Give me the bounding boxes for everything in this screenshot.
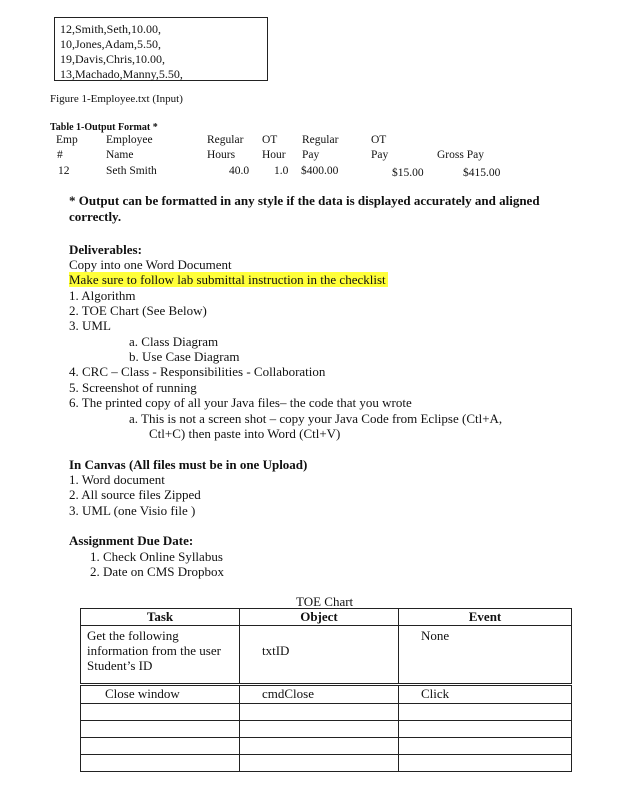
empty-cell — [399, 755, 572, 772]
input-file-box — [54, 17, 268, 81]
deliverables-heading: Deliverables: — [69, 242, 142, 257]
empty-cell — [240, 721, 399, 738]
empty-cell — [81, 721, 240, 738]
toe-header-event: Event — [399, 609, 572, 626]
list-item: 2. TOE Chart (See Below) — [69, 303, 207, 318]
table1-cell: 12 — [58, 165, 70, 177]
list-item: 1. Check Online Syllabus — [90, 549, 223, 564]
toe-chart-title: TOE Chart — [296, 594, 354, 609]
input-line: 12,Smith,Seth,10.00, — [60, 22, 162, 36]
empty-cell — [399, 704, 572, 721]
toe-header-object: Object — [240, 609, 399, 626]
table-row — [81, 704, 572, 721]
table1-header: Regular — [207, 134, 244, 146]
list-item: 6. The printed copy of all your Java files– the code that you wrote — [69, 395, 412, 410]
table1-header: # — [57, 149, 63, 161]
toe-chart-table — [80, 608, 572, 772]
list-item: 1. Algorithm — [69, 288, 136, 303]
table1-cell: 40.0 — [229, 165, 250, 177]
deliverables-line: Copy into one Word Document — [69, 257, 232, 272]
table1-header: Name — [106, 149, 134, 161]
list-item: 3. UML — [69, 318, 111, 333]
toe-event-cell: Click — [399, 685, 572, 704]
empty-cell — [81, 738, 240, 755]
empty-cell — [240, 738, 399, 755]
empty-cell — [81, 755, 240, 772]
toe-header-task: Task — [81, 609, 240, 626]
format-note: * Output can be formatted in any style if the data is displayed accurately and aligned correctly. — [69, 193, 540, 224]
canvas-heading: In Canvas (All files must be in one Upload) — [69, 457, 308, 472]
empty-cell — [240, 704, 399, 721]
table1-cell: Seth Smith — [106, 165, 157, 177]
figure-caption: Figure 1-Employee.txt (Input) — [50, 93, 183, 105]
list-subitem: a. This is not a screen shot – copy your Java Code from Eclipse (Ctl+A, — [129, 411, 503, 426]
toe-task-cell: Close window — [81, 685, 240, 704]
table1-cell: 1.0 — [274, 165, 289, 177]
list-item: 2. Date on CMS Dropbox — [90, 564, 224, 579]
table1-header: Gross Pay — [437, 149, 484, 161]
list-item: 5. Screenshot of running — [69, 380, 197, 395]
table-row — [81, 626, 572, 685]
table1-header: Emp — [56, 134, 78, 146]
list-item: 2. All source files Zipped — [69, 487, 201, 502]
input-line: 13,Machado,Manny,5.50, — [60, 67, 183, 81]
highlighted-instruction: Make sure to follow lab submittal instruction in the checklist — [69, 272, 386, 287]
table1-cell: $400.00 — [301, 165, 339, 177]
empty-cell — [240, 755, 399, 772]
toe-event-cell: None — [399, 626, 572, 685]
toe-object-cell: cmdClose — [240, 685, 399, 704]
due-date-heading: Assignment Due Date: — [69, 533, 194, 548]
list-subitem: a. Class Diagram — [129, 334, 219, 349]
table-row — [81, 685, 572, 704]
table1-header: Employee — [106, 134, 153, 146]
table1-cell: $415.00 — [463, 167, 501, 179]
table1-header: Hours — [207, 149, 236, 161]
table-row — [81, 738, 572, 755]
list-item: 1. Word document — [69, 472, 165, 487]
table-row — [81, 755, 572, 772]
input-line: 19,Davis,Chris,10.00, — [60, 52, 165, 66]
toe-object-cell: txtID — [240, 626, 399, 685]
empty-cell — [399, 721, 572, 738]
table1-header: Hour — [262, 149, 286, 161]
table1-header: OT — [262, 134, 278, 146]
table1-header: Pay — [371, 149, 389, 161]
empty-cell — [399, 738, 572, 755]
empty-cell — [81, 704, 240, 721]
table1-cell: $15.00 — [392, 167, 424, 179]
list-item: 3. UML (one Visio file ) — [69, 503, 196, 518]
list-subitem: b. Use Case Diagram — [129, 349, 240, 364]
toe-task-cell: Get the following information from the user Student’s ID — [81, 626, 240, 685]
table1-header: OT — [371, 134, 387, 146]
table-row — [81, 721, 572, 738]
input-line: 10,Jones,Adam,5.50, — [60, 37, 161, 51]
table1-header: Pay — [302, 149, 320, 161]
list-item: 4. CRC – Class - Responsibilities - Collaboration — [69, 364, 326, 379]
list-subitem: Ctl+C) then paste into Word (Ctl+V) — [149, 426, 341, 441]
table1-header: Regular — [302, 134, 339, 146]
table1-title: Table 1-Output Format * — [50, 122, 158, 133]
